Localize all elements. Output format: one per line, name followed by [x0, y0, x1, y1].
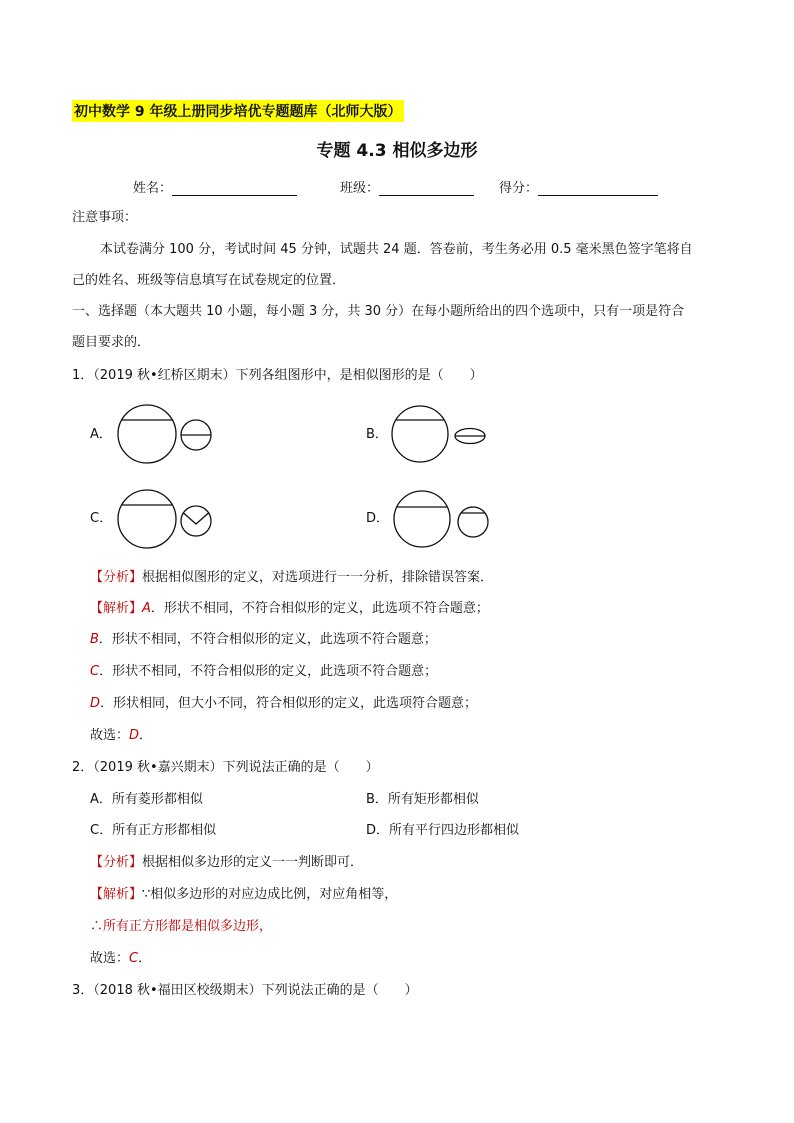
q1-sol-a-letter: A — [142, 601, 151, 616]
score-field — [499, 177, 658, 196]
q2-solution-text: ∵相似多边形的对应边成比例，对应角相等， — [142, 887, 398, 902]
section-1-instructions: 一、选择题（本大题共 10 小题，每小题 3 分，共 30 分）在每小题所给出的四个选项中，只有一项是符合 — [72, 304, 685, 319]
q2-option-c: C．所有正方形都相似 — [90, 823, 217, 838]
q1-sol-c-letter: C — [90, 664, 100, 679]
class-field — [340, 177, 474, 196]
class-blank[interactable] — [379, 180, 474, 196]
q2-option-b: B．所有矩形都相似 — [366, 792, 479, 807]
q1-option-a-label: A． — [90, 427, 112, 442]
name-blank[interactable] — [172, 180, 297, 196]
notice-line-2: 己的姓名、班级等信息填写在试卷规定的位置． — [72, 273, 346, 288]
q2-analysis — [90, 853, 363, 873]
q1-answer-suffix: ． — [139, 728, 153, 743]
q2-answer — [90, 949, 151, 969]
series-title: 初中数学 9 年级上册同步培优专题题库（北师大版） — [72, 100, 404, 122]
q1-d-large-circle — [394, 491, 450, 547]
q1-option-c-label: C． — [90, 511, 113, 526]
q1-option-c-figure — [117, 489, 217, 551]
q1-sol-c-text: ．形状不相同，不符合相似形的定义，此选项不符合题意； — [99, 664, 438, 679]
q2-analysis-text: 根据相似多边形的定义一一判断即可． — [142, 855, 364, 870]
q1-c-large-circle — [118, 490, 176, 548]
q1-sol-d-text: ．形状相同，但大小不同，符合相似形的定义，此选项符合题意； — [100, 696, 478, 711]
section-1-instructions-cont: 题目要求的． — [72, 335, 151, 350]
q2-answer-letter: C — [129, 951, 139, 966]
q1-c-small-circle — [181, 506, 211, 536]
q2-analysis-tag: 【分析】 — [90, 855, 143, 870]
q1-option-a-figure — [117, 404, 217, 466]
q1-solution-a — [90, 599, 489, 619]
q1-d-small-circle — [458, 507, 488, 537]
q2-stem: 2．（2019 秋•嘉兴期末）下列说法正确的是（ ） — [72, 760, 379, 775]
q1-solution-c — [90, 662, 437, 682]
q1-option-b-figure — [391, 404, 491, 466]
q2-conclusion: ∴所有正方形都是相似多边形， — [90, 919, 273, 934]
q1-sol-a-text: ．形状不相同，不符合相似形的定义，此选项不符合题意； — [150, 601, 489, 616]
q1-sol-b-letter: B — [90, 632, 99, 647]
q1-a-large-circle — [118, 405, 176, 463]
q1-b-large-circle — [392, 406, 448, 462]
q2-solution — [90, 885, 397, 905]
notice-heading: 注意事项： — [72, 210, 138, 225]
q1-solution-tag: 【解析】 — [90, 601, 143, 616]
name-field — [133, 177, 297, 196]
q1-analysis-text: 根据相似图形的定义，对选项进行一一分析，排除错误答案． — [142, 570, 494, 585]
q3-stem: 3．（2018 秋•福田区校级期末）下列说法正确的是（ ） — [72, 983, 418, 998]
q1-option-d-figure — [393, 489, 493, 551]
q1-stem: 1．（2019 秋•红桥区期末）下列各组图形中，是相似图形的是（ ） — [72, 368, 483, 383]
name-label: 姓名： — [133, 181, 173, 196]
q1-solution-b — [90, 630, 437, 650]
q1-analysis-tag: 【分析】 — [90, 570, 143, 585]
q2-answer-prefix: 故选： — [90, 951, 130, 966]
q1-sol-b-text: ．形状不相同，不符合相似形的定义，此选项不符合题意； — [98, 632, 437, 647]
q2-solution-tag: 【解析】 — [90, 887, 143, 902]
class-label: 班级： — [340, 181, 380, 196]
q2-option-a: A．所有菱形都相似 — [90, 792, 203, 807]
q1-option-b-label: B． — [366, 427, 388, 442]
score-label: 得分： — [499, 181, 539, 196]
q1-c-small-angle — [184, 513, 209, 524]
q1-analysis — [90, 568, 493, 588]
page-title: 专题 4.3 相似多边形 — [316, 141, 478, 161]
q1-option-d-label: D． — [366, 511, 390, 526]
score-blank[interactable] — [538, 180, 658, 196]
q1-answer-prefix: 故选： — [90, 728, 130, 743]
q2-answer-suffix: ． — [138, 951, 152, 966]
q1-sol-d-letter: D — [90, 696, 101, 711]
q2-option-d: D．所有平行四边形都相似 — [366, 823, 520, 838]
q1-answer-letter: D — [129, 728, 140, 743]
notice-line-1: 本试卷满分 100 分，考试时间 45 分钟，试题共 24 题．答卷前，考生务必用 0.5 毫米黑色签字笔将自 — [100, 242, 693, 257]
q1-answer — [90, 726, 152, 746]
q1-solution-d — [90, 694, 477, 714]
